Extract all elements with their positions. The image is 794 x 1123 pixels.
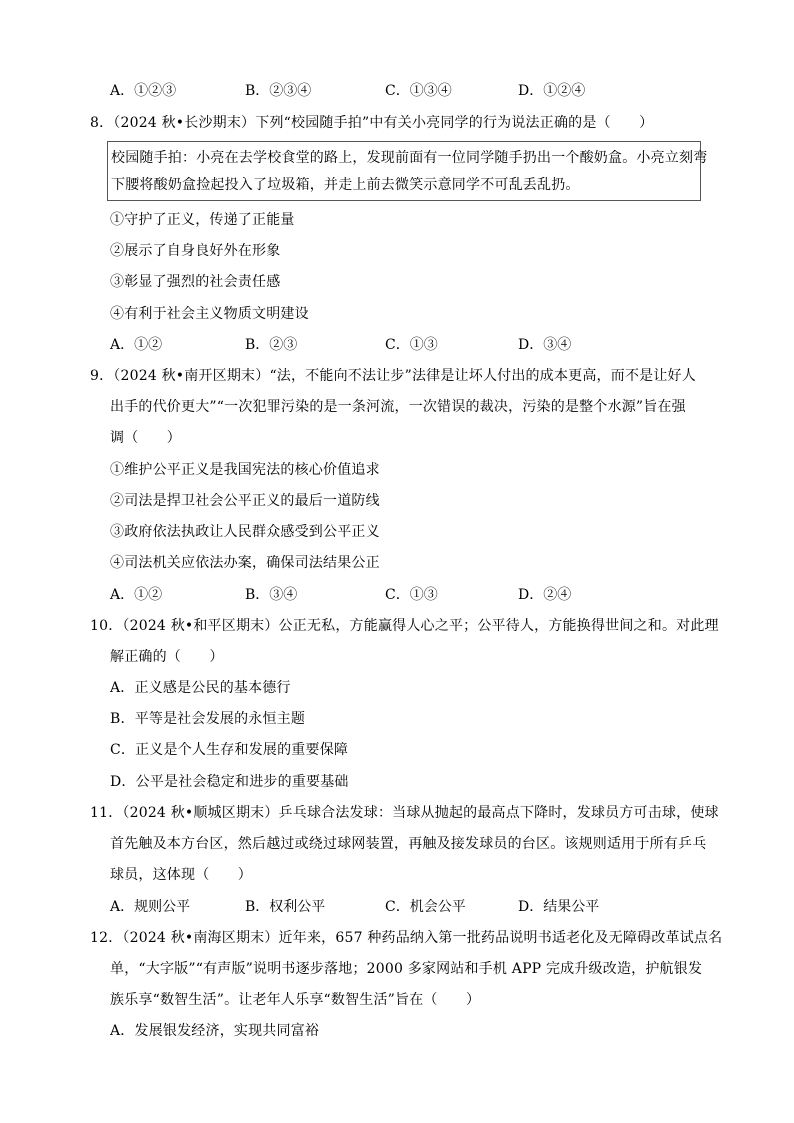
q9-option-d: D．②④ — [518, 587, 572, 603]
q10-option-a: A．正义感是公民的基本德行 — [110, 680, 291, 696]
q8-option-b: B．②③ — [245, 337, 298, 353]
q10-option-c: C．正义是个人生存和发展的重要保障 — [110, 742, 349, 758]
q11-stem-line-2: 首先触及本方台区，然后越过或绕过球网装置，再触及接发球员的台区。该规则适用于所有乒乓 — [110, 836, 707, 852]
q9-statement-1: ①维护公平正义是我国宪法的核心价值追求 — [110, 462, 380, 478]
q10-stem-line-2: 解正确的（ ） — [110, 649, 224, 665]
q11-stem-line-1: 11．（2024 秋•顺城区期末）乒乓球合法发球：当球从抛起的最高点下降时，发球员方可击球，使球 — [90, 805, 719, 821]
q7-option-a: A．①②③ — [110, 83, 177, 99]
q7-option-c: C．①③④ — [385, 83, 452, 99]
q10-option-b: B．平等是社会发展的永恒主题 — [110, 711, 306, 727]
q8-photo-box — [107, 141, 708, 201]
q8-statement-4: ④有利于社会主义物质文明建设 — [110, 306, 309, 322]
q7-option-d: D．①②④ — [518, 83, 586, 99]
q11-option-d: D．结果公平 — [518, 899, 600, 915]
q11-stem-line-3: 球员，这体现（ ） — [110, 867, 252, 883]
q8-option-c: C．①③ — [385, 337, 438, 353]
q9-stem-line-2: 出手的代价更大”“一次犯罪污染的是一条河流，一次错误的裁决，污染的是整个水源”旨在强 — [110, 399, 686, 415]
q11-option-c: C．机会公平 — [385, 899, 466, 915]
q9-statement-3: ③政府依法执政让人民群众感受到公平正义 — [110, 524, 380, 540]
q7-option-b: B．②③④ — [245, 83, 312, 99]
q8-statement-2: ②展示了自身良好外在形象 — [110, 243, 281, 259]
q9-stem-line-3: 调（ ） — [110, 430, 181, 446]
q9-stem-line-1: 9．（2024 秋•南开区期末）“法，不能向不法让步”法律是让坏人付出的成本更高，而不是让好人 — [90, 368, 696, 384]
q12-stem-line-3: 族乐享“数智生活”。让老年人乐享“数智生活”旨在（ ） — [110, 992, 481, 1008]
q8-box-line-2: 下腰将酸奶盒捡起投入了垃圾箱，并走上前去微笑示意同学不可乱丢乱扔。 — [111, 177, 580, 193]
q8-stem: 8．（2024 秋•长沙期末）下列“校园随手拍”中有关小亮同学的行为说法正确的是（ ） — [90, 115, 654, 131]
q12-option-a: A．发展银发经济，实现共同富裕 — [110, 1023, 320, 1039]
q9-statement-4: ④司法机关应依法办案，确保司法结果公正 — [110, 555, 380, 571]
q10-option-d: D．公平是社会稳定和进步的重要基础 — [110, 774, 349, 790]
q9-statement-2: ②司法是捍卫社会公平正义的最后一道防线 — [110, 493, 380, 509]
q11-option-a: A．规则公平 — [110, 899, 191, 915]
q9-option-c: C．①③ — [385, 587, 438, 603]
q8-statement-1: ①守护了正义，传递了正能量 — [110, 212, 295, 228]
q12-stem-line-1: 12．（2024 秋•南海区期末）近年来，657 种药品纳入第一批药品说明书适老化及无障碍改革试点名 — [90, 930, 723, 946]
q9-option-b: B．③④ — [245, 587, 298, 603]
q8-statement-3: ③彰显了强烈的社会责任感 — [110, 274, 281, 290]
q9-option-a: A．①② — [110, 587, 163, 603]
q8-option-a: A．①② — [110, 337, 163, 353]
q11-option-b: B．权利公平 — [245, 899, 326, 915]
q8-option-d: D．③④ — [518, 337, 572, 353]
q8-box-line-1: 校园随手拍：小亮在去学校食堂的路上，发现前面有一位同学随手扔出一个酸奶盒。小亮立刻弯 — [111, 150, 708, 166]
q10-stem-line-1: 10．（2024 秋•和平区期末）公正无私，方能赢得人心之平；公平待人，方能换得世间之和。对此理 — [90, 618, 719, 634]
q12-stem-line-2: 单，“大字版”“有声版”说明书逐步落地；2000 多家网站和手机 APP 完成升级改造，护航银发 — [110, 961, 703, 977]
